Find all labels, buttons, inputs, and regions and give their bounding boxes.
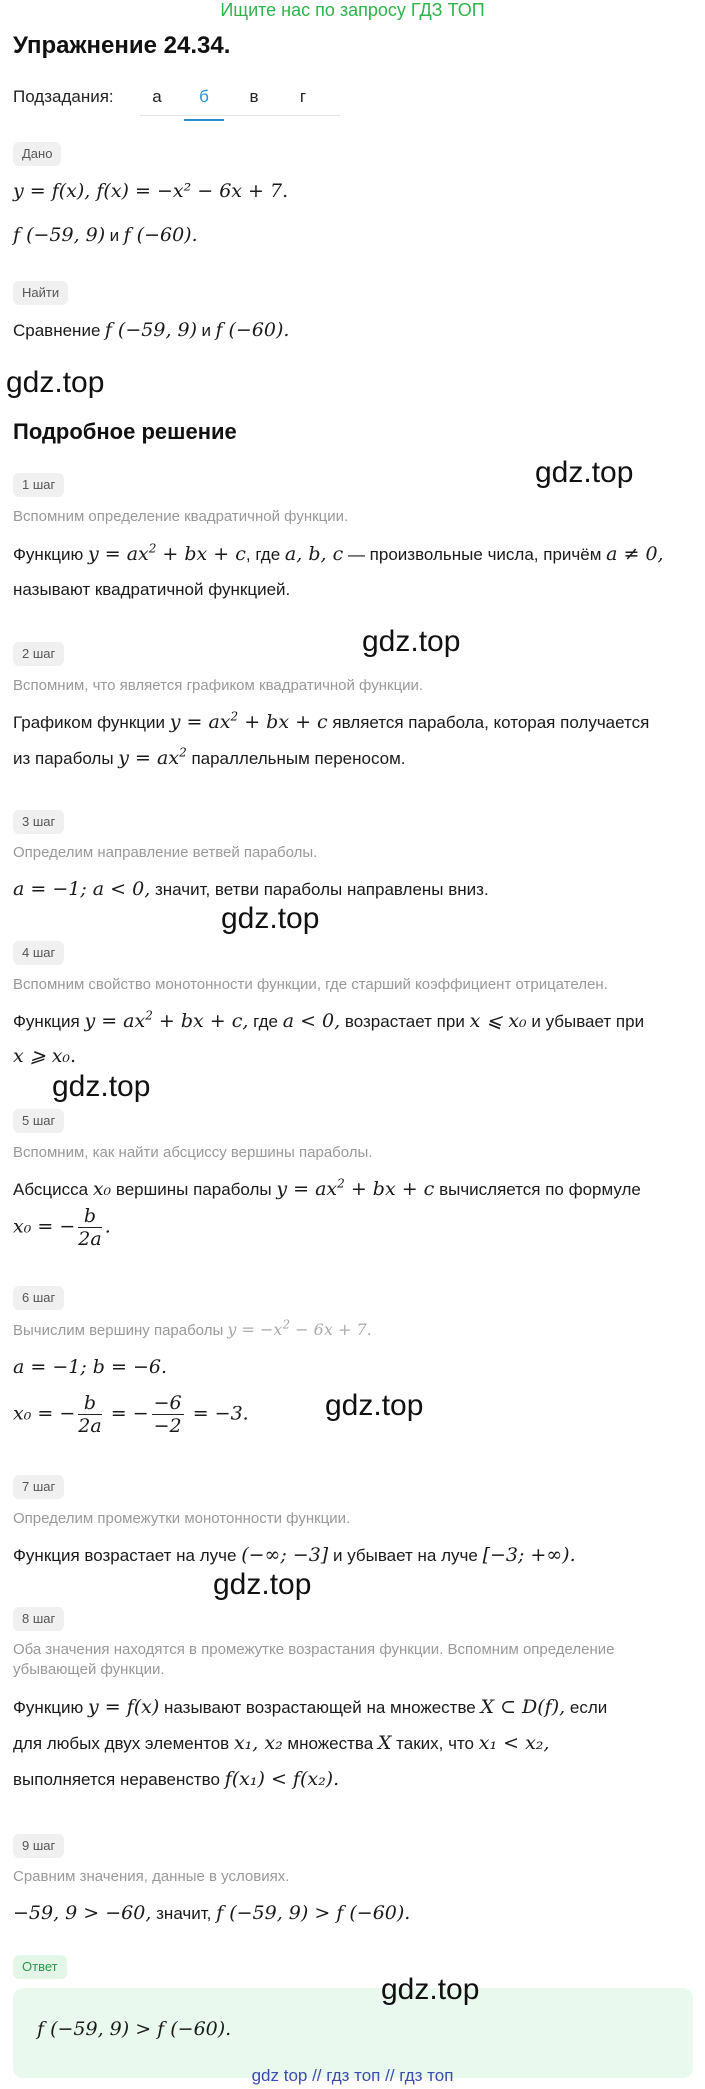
- watermark: gdz.top: [362, 625, 461, 658]
- step-formula: $y = ax^2$ + bx + c,: [84, 1008, 249, 1032]
- tab-v[interactable]: в: [249, 87, 259, 106]
- given-value-1: f (−59, 9): [13, 224, 106, 246]
- watermark: gdz.top: [6, 366, 105, 399]
- step-badge: 2 шаг: [13, 642, 64, 666]
- tab-a[interactable]: а: [152, 87, 162, 106]
- watermark: gdz.top: [381, 1973, 480, 2006]
- step-badge: 9 шаг: [13, 1834, 64, 1858]
- step-hint: Определим направление ветвей параболы.: [13, 844, 318, 861]
- given-badge: Дано: [13, 142, 61, 166]
- step-text: Абсцисса: [13, 1180, 89, 1199]
- top-search-link[interactable]: Ищите нас по запросу ГДЗ ТОП: [220, 0, 485, 20]
- step-hint: Оба значения находятся в промежутке возрастания функции. Вспомним определение убывающей функции.: [13, 1641, 615, 1678]
- watermark: gdz.top: [325, 1389, 424, 1422]
- step-text: Функция возрастает на луче: [13, 1546, 237, 1565]
- step-formula: x ⩽ x₀: [469, 1010, 527, 1032]
- step-text: из параболы: [13, 749, 114, 768]
- given-function: y = f(x), f(x) = −x² − 6x + 7.: [13, 180, 289, 202]
- step-text: вычисляется по формуле: [439, 1180, 641, 1199]
- step-badge: 7 шаг: [13, 1475, 64, 1499]
- step-formula: a ≠ 0,: [606, 543, 664, 565]
- watermark: gdz.top: [213, 1568, 312, 1601]
- step-formula: x₁ < x₂,: [478, 1732, 550, 1754]
- step-text: называют квадратичной функцией.: [13, 580, 291, 599]
- step-text: множества: [287, 1734, 374, 1753]
- answer-formula: f (−59, 9) > f (−60).: [37, 2018, 232, 2040]
- page-title: Упражнение 24.34.: [13, 32, 231, 59]
- tab-b[interactable]: б: [184, 87, 224, 121]
- step-formula: −59, 9 > −60,: [13, 1902, 152, 1924]
- given-value-2: f (−60).: [123, 224, 198, 246]
- step-formula: y = f(x): [87, 1696, 160, 1718]
- given-and: и: [109, 226, 120, 245]
- step-hint: Вычислим вершину параболы: [13, 1322, 224, 1339]
- find-value-1: f (−59, 9): [104, 319, 198, 341]
- step-badge: 3 шаг: [13, 810, 64, 834]
- step-text: где: [253, 1012, 278, 1031]
- step-formula: f (−59, 9) > f (−60).: [216, 1902, 411, 1924]
- step-formula: a = −1; a < 0,: [13, 878, 151, 900]
- step-formula: a < 0,: [282, 1010, 341, 1032]
- step-text: является парабола, которая получается: [332, 713, 650, 732]
- step-formula: x ⩾ x₀.: [13, 1045, 77, 1067]
- step-badge: 5 шаг: [13, 1109, 64, 1133]
- step-text: и убывает при: [531, 1012, 645, 1031]
- step-formula: $y = ax^2$ + bx + c: [87, 541, 246, 565]
- step-text: и убывает на луче: [332, 1546, 478, 1565]
- step-formula: $y = ax^2$: [118, 745, 187, 769]
- step-formula: [−3; +∞).: [482, 1544, 576, 1566]
- subtasks-label: Подзадания:: [13, 87, 114, 106]
- vertex-formula: x₀ = − $\frac{b}{2a}$ .: [13, 1205, 111, 1250]
- step-text: Графиком функции: [13, 713, 165, 732]
- step-text: параллельным переносом.: [191, 749, 406, 768]
- step-text: называют возрастающей на множестве: [164, 1698, 476, 1717]
- step-hint: Сравним значения, данные в условиях.: [13, 1868, 290, 1885]
- step-text: для любых двух элементов: [13, 1734, 230, 1753]
- step-text: значит,: [156, 1904, 212, 1923]
- answer-badge: Ответ: [13, 1955, 67, 1979]
- find-badge: Найти: [13, 281, 68, 305]
- step-text: Функцию: [13, 545, 84, 564]
- step-text: , где: [245, 545, 281, 564]
- watermark: gdz.top: [52, 1070, 151, 1103]
- step-formula: a, b, c: [284, 543, 344, 565]
- solution-title: Подробное решение: [13, 419, 237, 444]
- step-hint: Вспомним определение квадратичной функции.: [13, 508, 349, 525]
- step-text: вершины параболы: [115, 1180, 272, 1199]
- step-hint: Вспомним, что является графиком квадратичной функции.: [13, 677, 424, 694]
- step-formula: (−∞; −3]: [241, 1544, 329, 1566]
- tab-g[interactable]: г: [299, 87, 307, 106]
- step-text: возрастает при: [344, 1012, 465, 1031]
- step-badge: 4 шаг: [13, 941, 64, 965]
- step-text: Функция: [13, 1012, 80, 1031]
- step-badge: 1 шаг: [13, 473, 64, 497]
- step-text: если: [569, 1698, 608, 1717]
- step-text: выполняется неравенство: [13, 1770, 220, 1789]
- step-hint-formula: $y = -x^2 - 6x + 7$.: [227, 1317, 372, 1339]
- step-hint: Определим промежутки монотонности функции.: [13, 1510, 351, 1527]
- step-formula: x₁, x₂: [233, 1732, 283, 1754]
- vertex-calculation: x₀ = − $\frac{b}{2a}$ = − $\frac{-6}{-2}$ = −3.: [13, 1392, 249, 1437]
- watermark: gdz.top: [535, 456, 634, 489]
- step-formula: X ⊂ D(f),: [480, 1696, 566, 1718]
- step-formula: x₀: [92, 1178, 112, 1200]
- step-text: таких, что: [396, 1734, 475, 1753]
- step-badge: 6 шаг: [13, 1286, 64, 1310]
- step-formula: a = −1; b = −6.: [13, 1356, 167, 1378]
- step-text: — произвольные числа, причём: [347, 545, 602, 564]
- watermark: gdz.top: [221, 902, 320, 935]
- step-formula: f(x₁) < f(x₂).: [224, 1768, 340, 1790]
- find-value-2: f (−60).: [215, 319, 290, 341]
- step-badge: 8 шаг: [13, 1607, 64, 1631]
- find-and: и: [201, 321, 211, 340]
- step-hint: Вспомним, как найти абсциссу вершины параболы.: [13, 1144, 373, 1161]
- step-formula: $y = ax^2$ + bx + c: [276, 1176, 435, 1200]
- step-hint: Вспомним свойство монотонности функции, где старший коэффициент отрицателен.: [13, 976, 608, 993]
- step-text: Функцию: [13, 1698, 84, 1717]
- find-text: Сравнение: [13, 321, 101, 340]
- footer-links[interactable]: gdz top // гдз топ // гдз топ: [251, 2066, 454, 2085]
- step-formula: X: [377, 1732, 392, 1754]
- step-formula: $y = ax^2$ + bx + c: [169, 709, 328, 733]
- step-text: значит, ветви параболы направлены вниз.: [154, 880, 489, 899]
